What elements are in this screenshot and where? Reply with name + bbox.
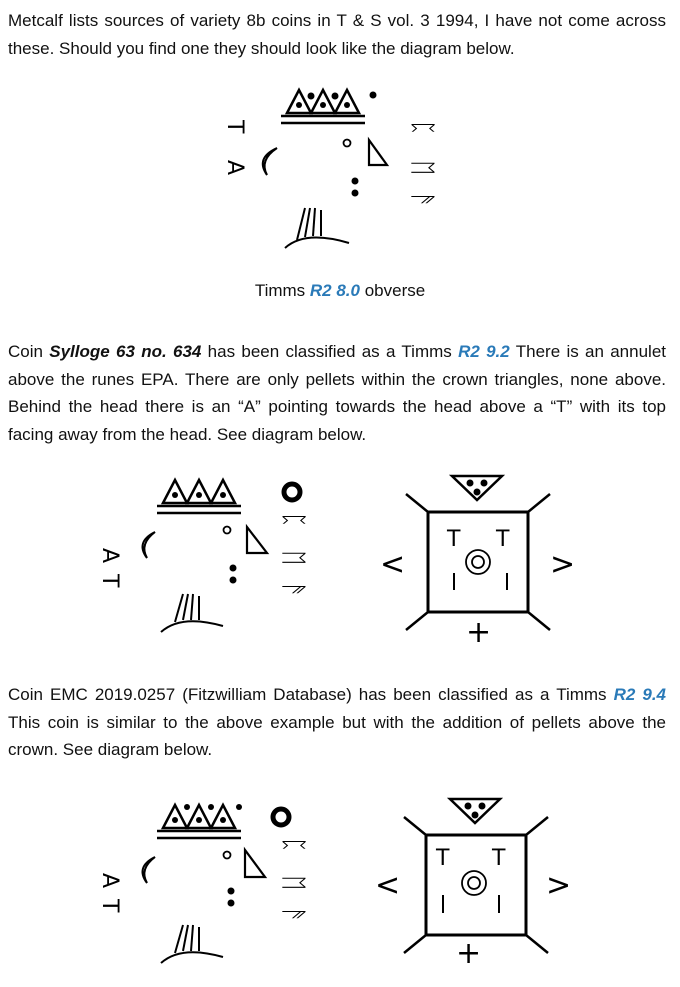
- central-annulet-inner: [468, 877, 480, 889]
- corner-line: [406, 494, 428, 512]
- reverse-t-left: T: [447, 527, 461, 552]
- reverse-t-left: T: [436, 846, 450, 871]
- triangle-pellet: [479, 803, 486, 810]
- corner-line: [404, 817, 426, 835]
- corner-line: [526, 817, 548, 835]
- intro-text: Metcalf lists sources of variety 8b coins in T & S vol. 3 1994, I have not come across these. Should you find one they should look like the diagram below.: [8, 11, 666, 58]
- rune-1: ᛈ: [278, 512, 308, 528]
- corner-line: [526, 935, 548, 953]
- obverse-diagram-9-2: [95, 470, 335, 650]
- mouth-pellet: [230, 577, 237, 584]
- bust: [285, 208, 349, 248]
- rune-1: ᛈ: [278, 837, 308, 853]
- sylloge-ref: Sylloge 63 no. 634: [49, 342, 202, 361]
- bust: [161, 925, 223, 963]
- annulet-above-runes: [273, 809, 289, 825]
- fitzwilliam-paragraph: Coin EMC 2019.0257 (Fitzwilliam Database) has been classified as a Timms R2 9.4 This coin is similar to the above example but with the addition of pellets above the crown. See diagram below.: [8, 685, 666, 759]
- eye-annulet: [224, 527, 231, 534]
- crescent: [143, 532, 156, 558]
- rune-3: ᚫ: [278, 582, 308, 598]
- letter-t: T: [222, 120, 247, 134]
- mouth-pellet: [352, 190, 359, 197]
- triangle-pellet: [465, 803, 472, 810]
- crown-pellets: [172, 492, 226, 498]
- nose-triangle: [369, 140, 387, 165]
- letter-a: A: [97, 548, 122, 564]
- sylloge-paragraph: Coin Sylloge 63 no. 634 has been classified as a Timms R2 9.2 There is an annulet above the runes EPA. There are only pellets within the crown triangles, none above. Behind the head there is an “A” pointing towards the head above a “T” with its top facing away from the head. See diagram below.: [8, 342, 666, 444]
- intro-paragraph: [8, 7, 666, 62]
- corner-line: [528, 494, 550, 512]
- corner-line: [404, 935, 426, 953]
- triangle-pellet: [467, 480, 474, 487]
- reverse-triangle: [452, 476, 502, 500]
- central-annulet-inner: [472, 556, 484, 568]
- runes: [407, 120, 437, 208]
- mouth-pellet: [352, 178, 359, 185]
- nose-triangle: [247, 527, 267, 553]
- timms-ref-8-0: R2 8.0: [309, 281, 360, 300]
- reverse-triangle: [450, 799, 500, 823]
- timms-ref-9-2: R2 9.2: [458, 342, 510, 361]
- bust: [161, 594, 223, 632]
- letter-a: A: [97, 873, 122, 889]
- mouth-pellet: [228, 900, 235, 907]
- rune-2: ᛖ: [278, 875, 308, 891]
- reverse-t-right: T: [492, 846, 506, 871]
- reverse-less-than: <: [380, 547, 406, 582]
- reverse-square: [428, 512, 528, 612]
- reverse-greater-than: >: [546, 868, 572, 903]
- rune-1: ᛈ: [407, 120, 437, 136]
- letter-a: A: [222, 160, 247, 176]
- reverse-plus: +: [456, 936, 482, 971]
- runes: [278, 837, 308, 923]
- letter-t: T: [97, 899, 122, 913]
- eye-annulet: [344, 140, 351, 147]
- crescent: [263, 148, 277, 175]
- runes: [278, 512, 308, 598]
- timms-ref-9-4: R2 9.4: [613, 685, 666, 704]
- corner-line: [528, 612, 550, 630]
- reverse-greater-than: >: [550, 547, 576, 582]
- mouth-pellet: [228, 888, 235, 895]
- crescent: [143, 857, 156, 883]
- figure-caption: Timms R2 8.0 obverse: [254, 281, 426, 300]
- rune-2: ᛖ: [278, 550, 308, 566]
- reverse-diagram-9-2: [370, 470, 585, 650]
- triangle-pellet: [481, 480, 488, 487]
- letter-t: T: [97, 574, 122, 588]
- triangle-pellet: [474, 489, 481, 496]
- nose-triangle: [245, 850, 265, 877]
- reverse-plus: +: [466, 615, 492, 650]
- obverse-diagram-8-0: [215, 80, 455, 260]
- reverse-diagram-9-4: [370, 793, 585, 973]
- rune-3: ᚫ: [278, 907, 308, 923]
- central-annulet: [466, 550, 490, 574]
- reverse-less-than: <: [375, 868, 401, 903]
- central-annulet: [462, 871, 486, 895]
- corner-line: [406, 612, 428, 630]
- eye-annulet: [224, 852, 231, 859]
- rune-3: ᚫ: [407, 192, 437, 208]
- triangle-pellet: [472, 812, 479, 819]
- obverse-diagram-9-4: [95, 795, 335, 975]
- mouth-pellet: [230, 565, 237, 572]
- reverse-t-right: T: [496, 527, 510, 552]
- rune-2: ᛖ: [407, 160, 437, 176]
- annulet-above-runes: [284, 484, 300, 500]
